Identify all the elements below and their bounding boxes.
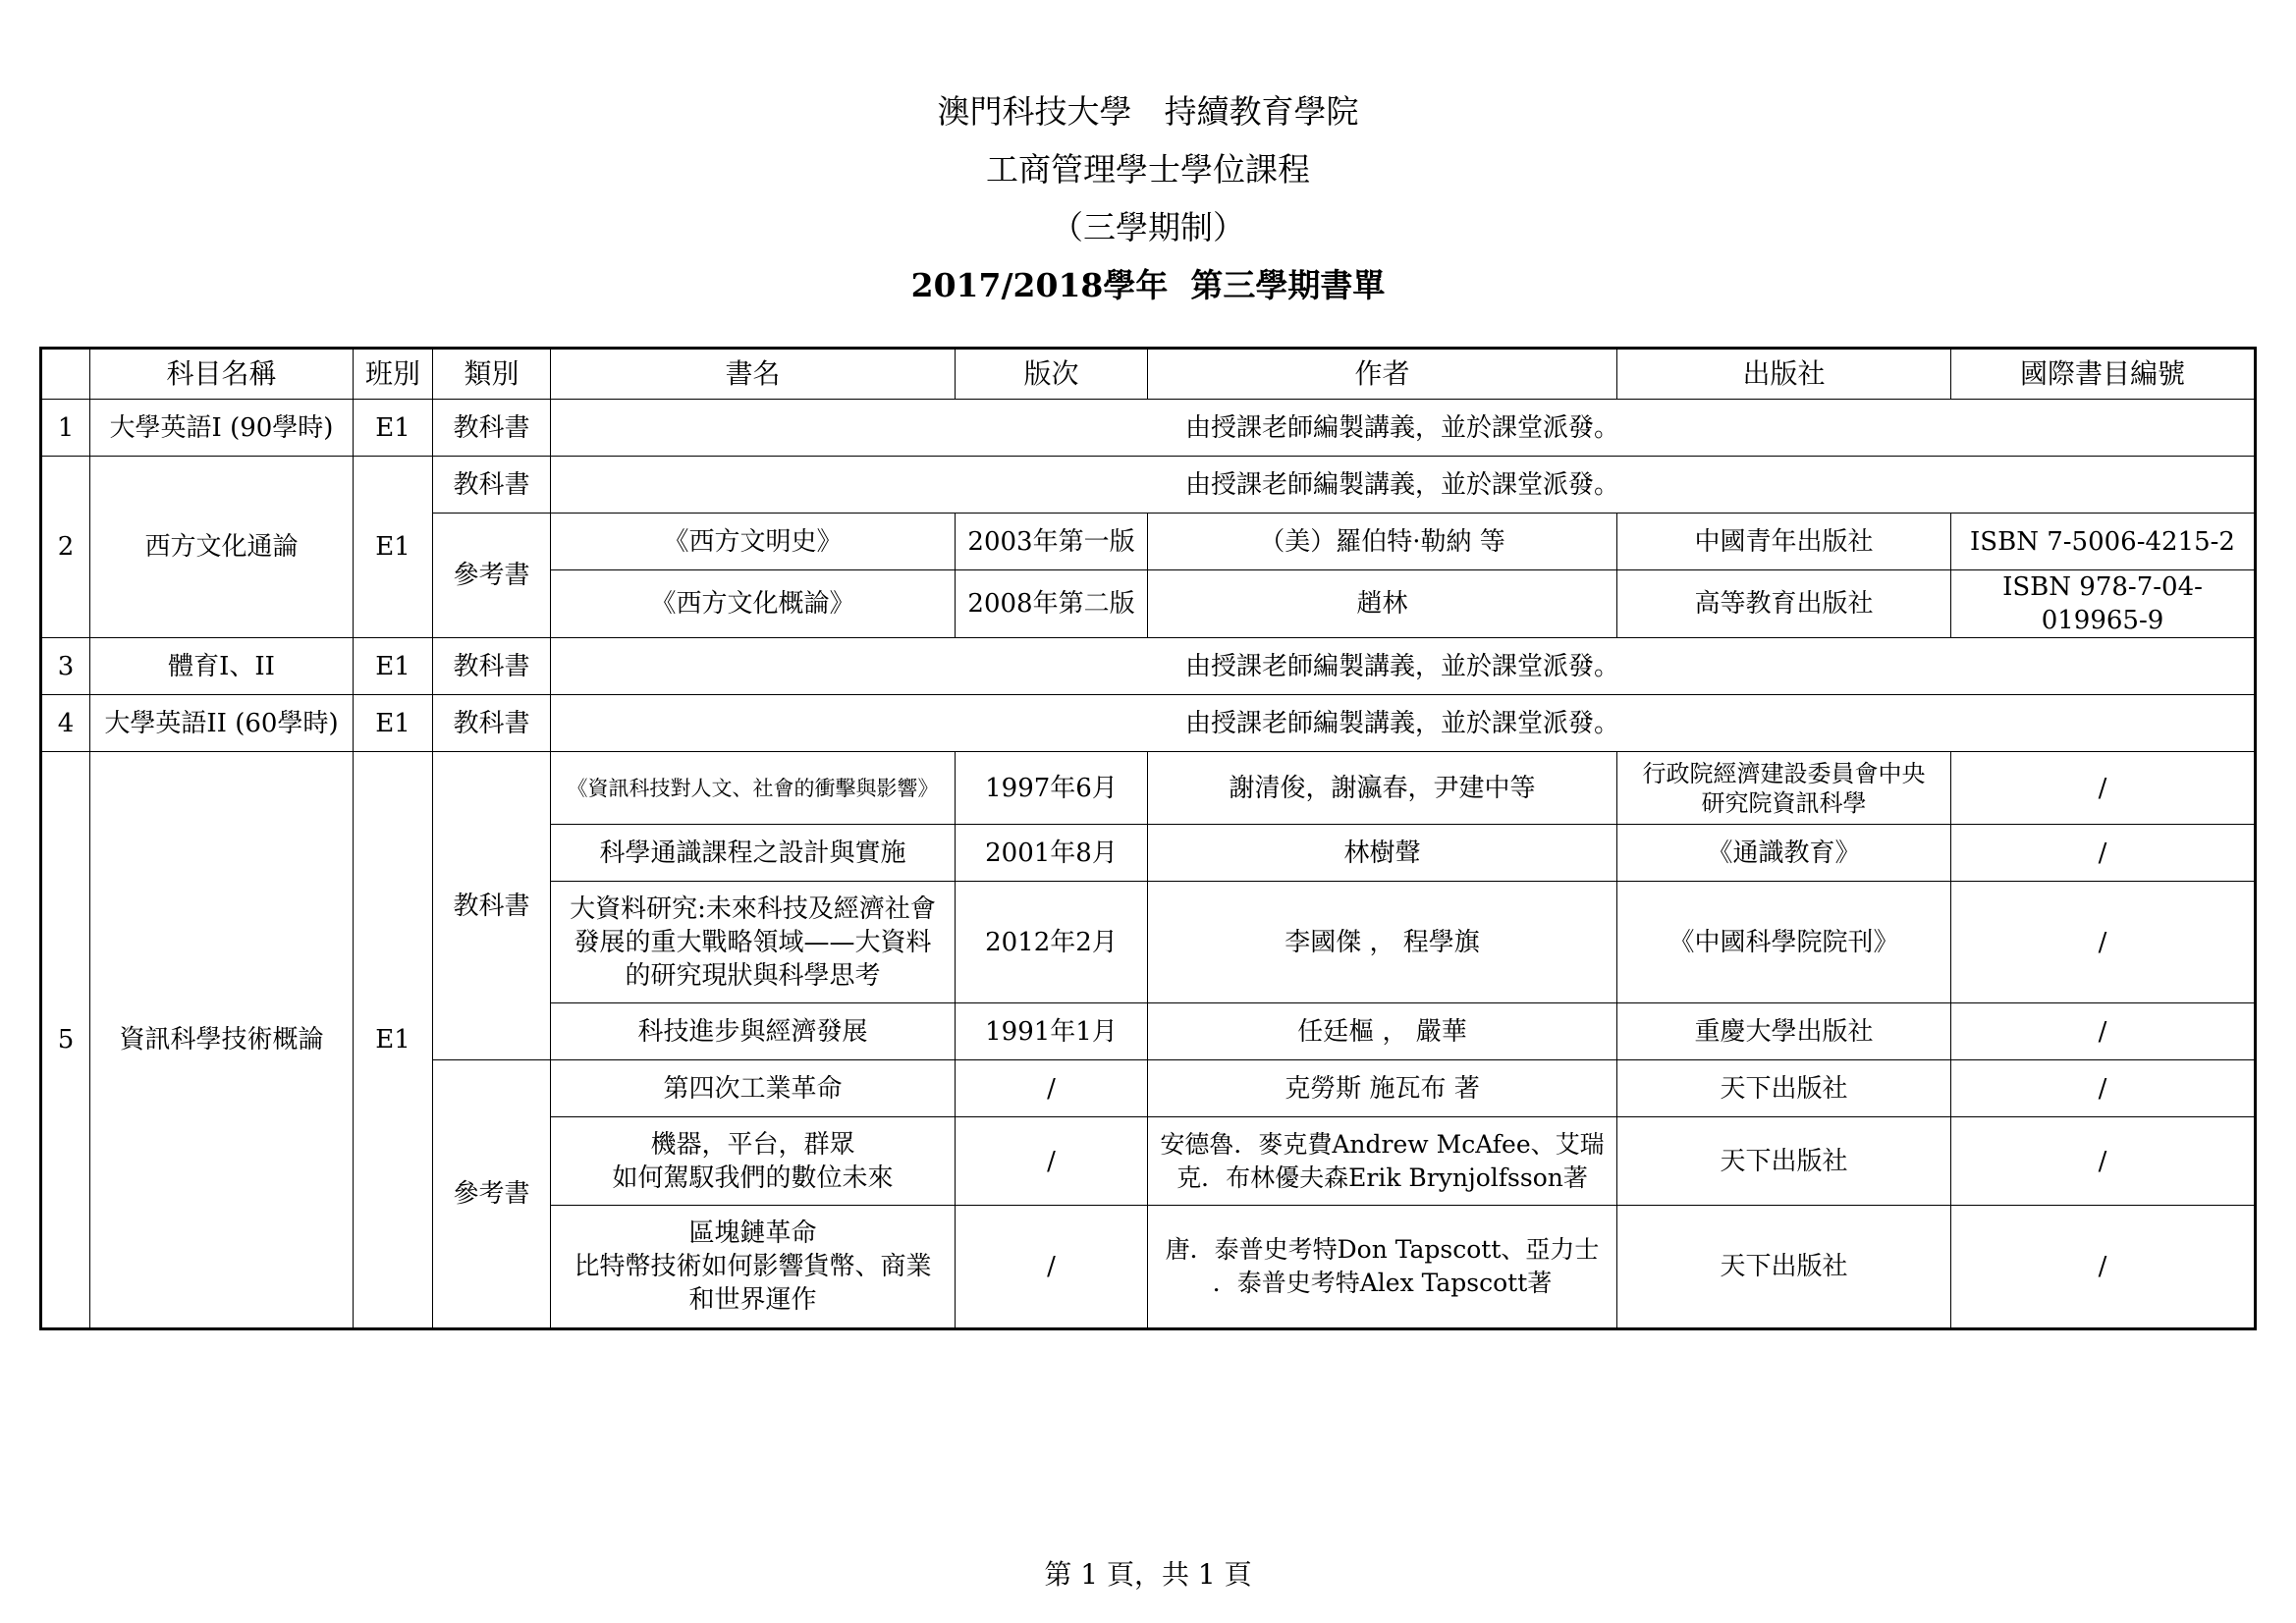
book-author: 謝清俊，謝瀛春，尹建中等 — [1148, 752, 1617, 825]
book-title: 區塊鏈革命 比特幣技術如何影響貨幣、商業 和世界運作 — [551, 1206, 956, 1329]
lecture-note: 由授課老師編製講義，並於課堂派發。 — [551, 638, 2256, 695]
book-title: 《西方文化概論》 — [551, 570, 956, 638]
col-header-edition: 版次 — [956, 349, 1148, 400]
course-no: 5 — [41, 752, 90, 1329]
book-title: 大資料研究:未來科技及經濟社會 發展的重大戰略領域——大資料 的研究現狀與科學思考 — [551, 882, 956, 1003]
book-publisher: 《通識教育》 — [1617, 825, 1951, 882]
book-type: 參考書 — [433, 1060, 551, 1329]
book-title: 科學通識課程之設計與實施 — [551, 825, 956, 882]
book-type: 參考書 — [433, 514, 551, 638]
book-edition: 2003年第一版 — [956, 514, 1148, 570]
book-isbn: ISBN 978-7-04-019965-9 — [1951, 570, 2256, 638]
course-name: 資訊科學技術概論 — [90, 752, 354, 1329]
course-no: 3 — [41, 638, 90, 695]
course-name: 大學英語I (90學時) — [90, 400, 354, 457]
book-edition: 1997年6月 — [956, 752, 1148, 825]
book-author: 克勞斯 施瓦布 著 — [1148, 1060, 1617, 1117]
book-type: 教科書 — [433, 400, 551, 457]
book-edition: 2008年第二版 — [956, 570, 1148, 638]
book-title: 《資訊科技對人文、社會的衝擊與影響》 — [551, 752, 956, 825]
course-name: 大學英語II (60學時) — [90, 695, 354, 752]
course-no: 1 — [41, 400, 90, 457]
book-edition: 2012年2月 — [956, 882, 1148, 1003]
book-publisher: 天下出版社 — [1617, 1060, 1951, 1117]
book-author: 趙林 — [1148, 570, 1617, 638]
book-edition: / — [956, 1206, 1148, 1329]
book-publisher: 高等教育出版社 — [1617, 570, 1951, 638]
book-isbn: / — [1951, 882, 2256, 1003]
book-author: 林樹聲 — [1148, 825, 1617, 882]
col-header-author: 作者 — [1148, 349, 1617, 400]
book-author: （美）羅伯特·勒納 等 — [1148, 514, 1617, 570]
book-type: 教科書 — [433, 638, 551, 695]
course-no: 4 — [41, 695, 90, 752]
book-edition: / — [956, 1060, 1148, 1117]
course-class: E1 — [354, 752, 433, 1329]
book-author: 任廷樞 ， 嚴華 — [1148, 1003, 1617, 1060]
book-title: 科技進步與經濟發展 — [551, 1003, 956, 1060]
col-header-course: 科目名稱 — [90, 349, 354, 400]
book-publisher: 重慶大學出版社 — [1617, 1003, 1951, 1060]
course-class: E1 — [354, 695, 433, 752]
book-author: 安德魯．麥克費Andrew McAfee、艾瑞 克．布林優夫森Erik Brynjolfsson著 — [1148, 1117, 1617, 1206]
lecture-note: 由授課老師編製講義，並於課堂派發。 — [551, 695, 2256, 752]
semester-system: （三學期制） — [1051, 208, 1245, 246]
book-list-table — [39, 347, 2257, 1330]
col-header-publisher: 出版社 — [1617, 349, 1951, 400]
course-no: 2 — [41, 457, 90, 638]
book-isbn: / — [1951, 1060, 2256, 1117]
course-name: 體育I、II — [90, 638, 354, 695]
course-class: E1 — [354, 638, 433, 695]
book-isbn: / — [1951, 752, 2256, 825]
book-isbn: / — [1951, 825, 2256, 882]
lecture-note: 由授課老師編製講義，並於課堂派發。 — [551, 400, 2256, 457]
book-author: 唐．泰普史考特Don Tapscott、亞力士 ．泰普史考特Alex Tapscott著 — [1148, 1206, 1617, 1329]
book-isbn: / — [1951, 1117, 2256, 1206]
book-edition: 2001年8月 — [956, 825, 1148, 882]
book-type: 教科書 — [433, 695, 551, 752]
col-header-class: 班別 — [354, 349, 433, 400]
table-row — [41, 695, 2256, 752]
page-number: 第 1 頁，共 1 頁 — [1044, 1558, 1252, 1591]
program-title: 工商管理學士學位課程 — [986, 150, 1310, 189]
table-row — [41, 457, 2256, 514]
book-publisher: 天下出版社 — [1617, 1206, 1951, 1329]
book-edition: 1991年1月 — [956, 1003, 1148, 1060]
course-class: E1 — [354, 400, 433, 457]
col-header-title: 書名 — [551, 349, 956, 400]
course-name: 西方文化通論 — [90, 457, 354, 638]
term-title: 2017/2018學年 第三學期書單 — [910, 266, 1386, 304]
document-header — [0, 82, 2296, 314]
book-isbn: / — [1951, 1003, 2256, 1060]
book-title: 第四次工業革命 — [551, 1060, 956, 1117]
book-title: 《西方文明史》 — [551, 514, 956, 570]
university-title: 澳門科技大學 持續教育學院 — [937, 92, 1359, 131]
table-row — [41, 400, 2256, 457]
book-publisher: 天下出版社 — [1617, 1117, 1951, 1206]
table-header-row — [41, 349, 2256, 400]
table-row — [41, 752, 2256, 825]
col-header-type: 類別 — [433, 349, 551, 400]
course-class: E1 — [354, 457, 433, 638]
book-type: 教科書 — [433, 457, 551, 514]
book-isbn: ISBN 7-5006-4215-2 — [1951, 514, 2256, 570]
book-isbn: / — [1951, 1206, 2256, 1329]
book-type: 教科書 — [433, 752, 551, 1060]
book-author: 李國傑 ， 程學旗 — [1148, 882, 1617, 1003]
col-header-no — [41, 349, 90, 400]
col-header-isbn: 國際書目編號 — [1951, 349, 2256, 400]
book-publisher: 中國青年出版社 — [1617, 514, 1951, 570]
book-publisher: 《中國科學院院刊》 — [1617, 882, 1951, 1003]
book-edition: / — [956, 1117, 1148, 1206]
book-publisher: 行政院經濟建設委員會中央 研究院資訊科學 — [1617, 752, 1951, 825]
table-row — [41, 638, 2256, 695]
lecture-note: 由授課老師編製講義，並於課堂派發。 — [551, 457, 2256, 514]
book-title: 機器，平台，群眾 如何駕馭我們的數位未來 — [551, 1117, 956, 1206]
